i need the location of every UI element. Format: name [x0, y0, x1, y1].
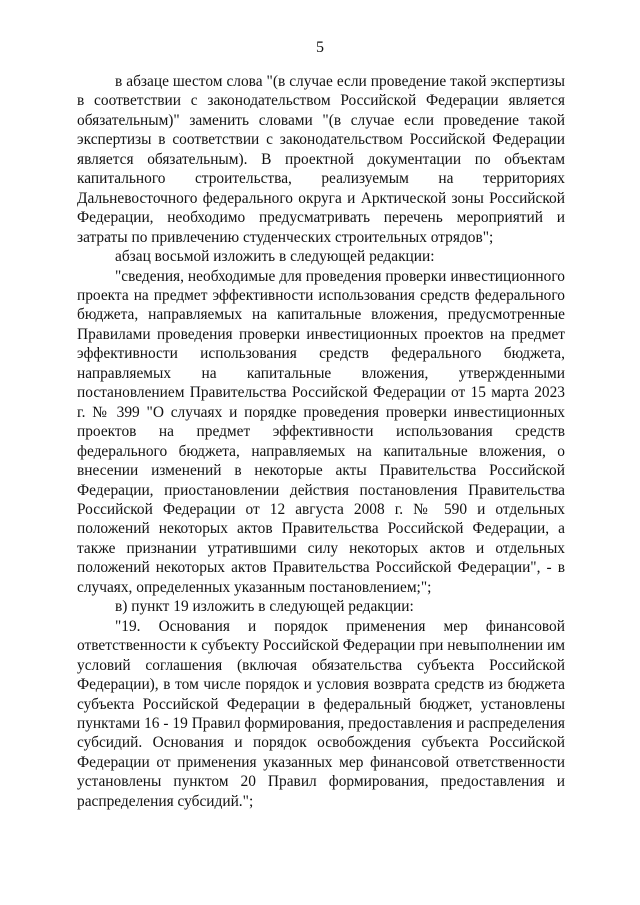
document-body: [77, 72, 565, 811]
paragraph-paragraph-eight-intro: абзац восьмой изложить в следующей редакции:: [115, 248, 435, 266]
page-number: 5: [316, 39, 324, 56]
paragraph-paragraph-six-amendment: в абзаце шестом слова "(в случае если проведение такой экспертизы в соответствии с законодательством Российской Федерации является обязательным)" заменить словами "(в случае если проведение такой экспертизы в соответствии с законодательством Российской Федерации является обязательным). В проектной документации по объектам капитального строительства, реализуемым на территориях Дальневосточного федерального округа и Арктической зоны Российской Федерации, необходимо предусматривать перечень мероприятий и затраты по привлечению студенческих строительных отрядов";: [77, 73, 565, 246]
paragraph-item-19-intro: в) пункт 19 изложить в следующей редакции:: [115, 598, 414, 616]
paragraph-item-19-text: "19. Основания и порядок применения мер финансовой ответственности к субъекту Российской Федерации при невыполнении им условий соглашения (включая обязательства субъекта Российской Федерации), в том числе порядок и условия возврата средств из бюджета субъекта Российской Федерации в федеральный бюджет, установлены пунктами 16 - 19 Правил формирования, предоставления и распределения субсидий. Основания и порядок освобождения субъекта Российской Федерации от применения указанных мер финансовой ответственности установлены пунктом 20 Правил формирования, предоставления и распределения субсидий.";: [77, 617, 565, 810]
paragraph-paragraph-eight-text: "сведения, необходимые для проведения проверки инвестиционного проекта на предмет эффективности использования средств федерального бюджета, направляемых на капитальные вложения, предусмотренные Правилами проведения проверки инвестиционных проектов на предмет эффективности использования средств федерального бюджета, направляемых на капитальные вложения, утвержденными постановлением Правительства Российской Федерации от 15 марта 2023 г. № 399 "О случаях и порядке проведения проверки инвестиционных проектов на предмет эффективности использования средств федерального бюджета, направляемых на капитальные вложения, о внесении изменений в некоторые акты Правительства Российской Федерации, приостановлении действия постановления Правительства Российской Федерации от 12 августа 2008 г. № 590 и отдельных положений некоторых актов Правительства Российской Федерации, а также признании утратившими силу некоторых актов и отдельных положений некоторых актов Правительства Российской Федерации", - в случаях, определенных указанным постановлением;";: [77, 267, 565, 596]
